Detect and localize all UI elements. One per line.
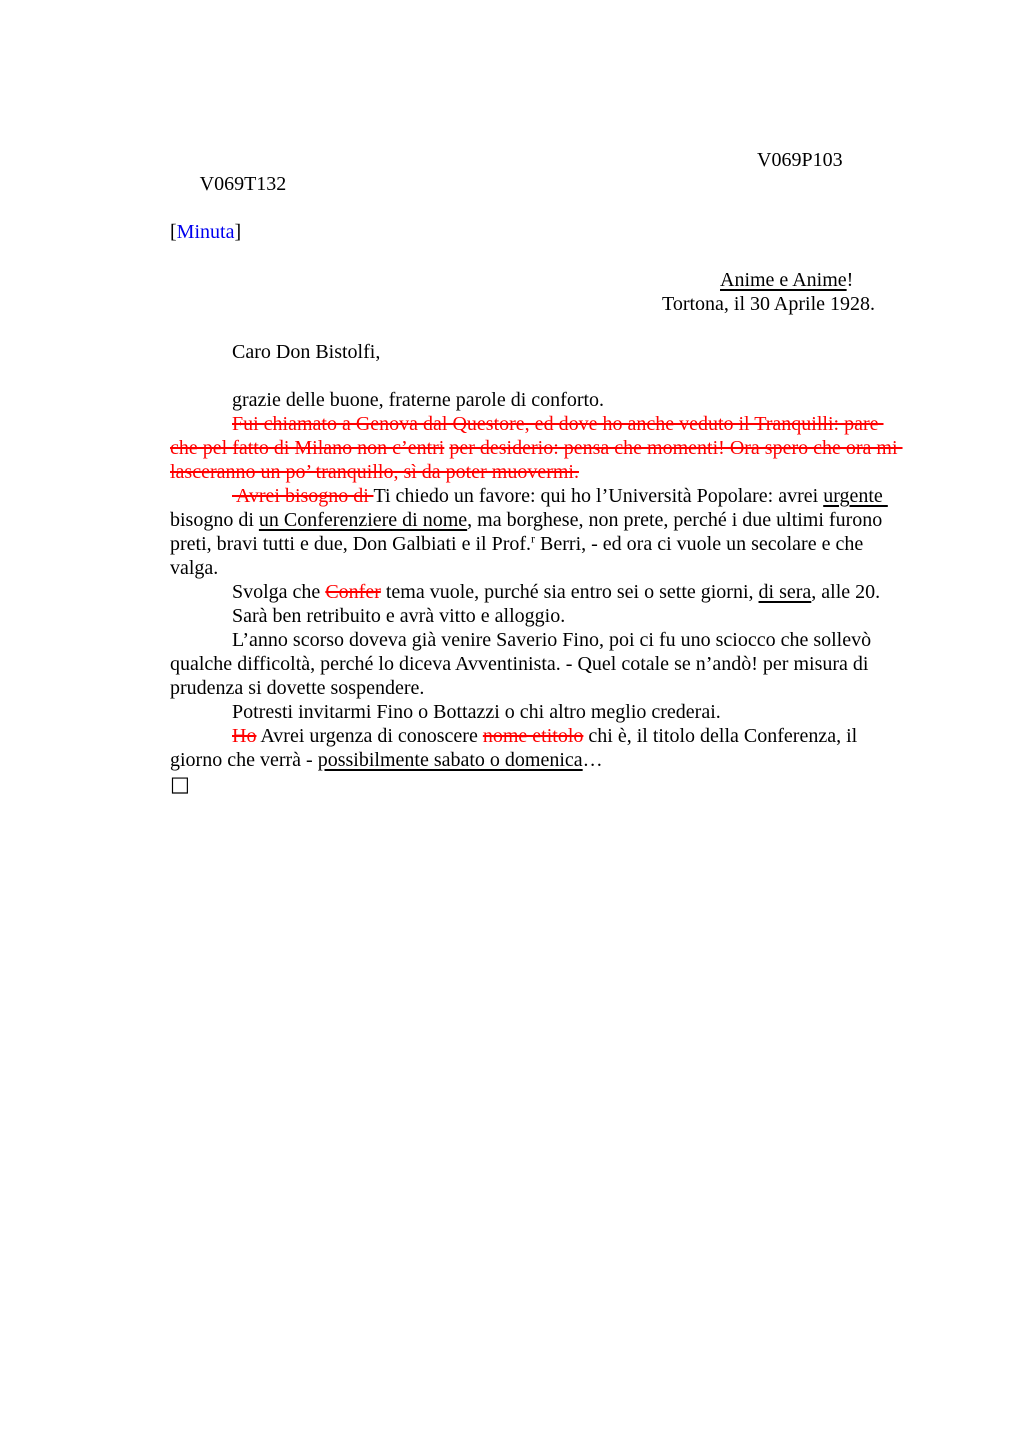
text-line bbox=[170, 676, 1000, 700]
deleted-text-segment: per desiderio: pensa che momenti! Ora spero che ora mi bbox=[449, 437, 903, 459]
text-line bbox=[170, 388, 1000, 412]
text-segment: , alle 20. bbox=[811, 581, 881, 603]
text-segment: tema vuole, purché sia entro sei o sette giorni, bbox=[380, 581, 759, 603]
text-segment: Sarà ben retribuito e avrà vitto e alloggio. bbox=[232, 605, 566, 627]
deleted-text-segment: Fui chiamato a Genova dal Questore, ed dove ho anche veduto il Tranquilli: pare bbox=[232, 413, 884, 435]
missing-glyph-box: □ bbox=[170, 772, 190, 796]
text-line bbox=[170, 484, 1000, 508]
superscript-text: r bbox=[531, 531, 536, 546]
deleted-text-segment: lasceranno un po’ tranquillo, sì da poter muovermi. bbox=[170, 461, 579, 483]
text-line bbox=[170, 364, 1000, 388]
text-line bbox=[170, 532, 1000, 556]
minuta-annotation bbox=[170, 220, 1000, 244]
text-line bbox=[170, 580, 1000, 604]
minuta-open-bracket: [ bbox=[170, 221, 177, 243]
text-line bbox=[170, 772, 1000, 796]
deleted-text-segment: Avrei bisogno di bbox=[232, 485, 374, 507]
text-line bbox=[170, 700, 1000, 724]
underlined-text-segment: urgente bbox=[823, 485, 888, 507]
deleted-text-segment: Ho bbox=[232, 725, 257, 747]
text-segment: qualche difficoltà, perché lo diceva Avventinista. - Quel cotale se n’andò! per misura di bbox=[170, 653, 869, 675]
text-line bbox=[170, 724, 1000, 748]
text-line bbox=[170, 628, 1000, 652]
text-line bbox=[170, 604, 1000, 628]
text-line bbox=[170, 460, 1000, 484]
letter-title-text: Anime e Anime bbox=[720, 269, 847, 291]
text-line bbox=[170, 436, 1000, 460]
deleted-text-segment: nome etitolo bbox=[482, 725, 584, 747]
text-segment: Ti chiedo un favore: qui ho l’Università Popolare: avrei bbox=[373, 485, 824, 507]
underlined-text-segment: di sera bbox=[758, 581, 812, 603]
text-segment: L’anno scorso doveva già venire Saverio Fino, poi ci fu uno sciocco che sollevò bbox=[232, 629, 872, 651]
document-content bbox=[170, 148, 1000, 796]
text-segment: Caro Don Bistolfi, bbox=[232, 341, 381, 363]
minuta-close-bracket: ] bbox=[234, 221, 242, 243]
deleted-text-segment: che pel fatto di Milano non c’entri bbox=[170, 437, 445, 459]
text-segment: valga. bbox=[170, 557, 219, 579]
text-line bbox=[170, 508, 1000, 532]
text-segment: , ma borghese, non prete, perché i due ultimi furono bbox=[467, 509, 883, 531]
text-segment: grazie delle buone, fraterne parole di conforto. bbox=[232, 389, 605, 411]
text-line bbox=[170, 340, 1000, 364]
minuta-label[interactable]: Minuta bbox=[176, 221, 235, 243]
text-segment: chi è, il titolo della Conferenza, il bbox=[583, 725, 858, 747]
text-segment: … bbox=[582, 749, 603, 771]
letter-dateline: Tortona, il 30 Aprile 1928. bbox=[662, 293, 876, 315]
archive-code-right: V069P103 bbox=[757, 149, 843, 171]
text-segment: giorno che verrà - bbox=[170, 749, 318, 771]
text-line bbox=[170, 556, 1000, 580]
text-segment: preti, bravi tutti e due, Don Galbiati e il Prof. bbox=[170, 533, 532, 555]
underlined-text-segment: possibilmente sabato o domenica bbox=[317, 749, 583, 771]
header-row bbox=[170, 148, 1000, 195]
text-segment: Avrei urgenza di conoscere bbox=[256, 725, 483, 747]
underlined-text-segment: un Conferenziere di nome bbox=[258, 509, 468, 531]
letter-title bbox=[170, 268, 1000, 292]
text-line bbox=[170, 652, 1000, 676]
archive-code-left: V069T132 bbox=[199, 173, 287, 195]
text-segment: Potresti invitarmi Fino o Bottazzi o chi altro meglio crederai. bbox=[232, 701, 721, 723]
letter-title-suffix: ! bbox=[846, 269, 854, 291]
text-segment: prudenza si dovette sospendere. bbox=[170, 677, 425, 699]
text-segment: Svolga che bbox=[232, 581, 326, 603]
deleted-text-segment: Confer bbox=[325, 581, 381, 603]
text-segment: Berri, - ed ora ci vuole un secolare e che bbox=[535, 533, 864, 555]
text-line bbox=[170, 412, 1000, 436]
letter-body bbox=[170, 340, 1000, 796]
text-line bbox=[170, 748, 1000, 772]
text-segment: bisogno di bbox=[170, 509, 259, 531]
